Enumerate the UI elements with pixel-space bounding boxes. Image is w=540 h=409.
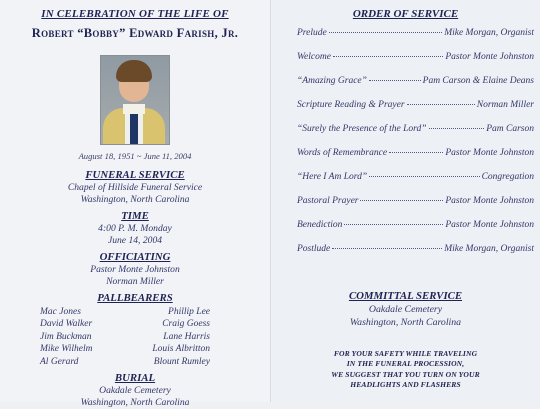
order-item-participant: Pam Carson [486,124,534,134]
order-item-label: Postlude [297,244,331,254]
safety-line: WE SUGGEST THAT YOU TURN ON YOUR [331,369,480,379]
order-item-participant: Pam Carson & Elaine Deans [422,76,534,86]
funeral-line: Washington, North Carolina [80,194,190,205]
order-item [297,244,534,268]
leader-dots [344,224,443,225]
order-item-participant: Pastor Monte Johnston [445,220,534,230]
celebration-header: IN CELEBRATION OF THE LIFE OF [41,8,229,20]
pallbearers-heading: PALLBEARERS [97,292,173,304]
funeral-section [0,169,270,206]
order-item-participant: Pastor Monte Johnston [445,148,534,158]
pallbearers-section [0,292,270,368]
funeral-line: Chapel of Hillside Funeral Service [67,182,203,193]
order-item [297,28,534,52]
burial-line: Washington, North Carolina [80,397,190,409]
officiant-name: Norman Miller [106,276,164,287]
order-item-label: Pastoral Prayer [297,196,359,206]
order-item [297,52,534,76]
pallbearer-name: Craig Goess [162,319,210,330]
order-of-service-title: ORDER OF SERVICE [352,8,459,20]
order-item-label: “Amazing Grace” [297,76,367,86]
funeral-heading: FUNERAL SERVICE [85,169,185,181]
order-item-label: Words of Remembrance [297,148,388,158]
order-item-participant: Pastor Monte Johnston [445,196,534,206]
order-item-participant: Mike Morgan, Organist [444,244,534,254]
leader-dots [369,80,421,81]
officiant-name: Pastor Monte Johnston [90,264,180,275]
burial-section [0,372,270,409]
leader-dots [360,200,443,201]
order-item-label: “Surely the Presence of the Lord” [297,124,427,134]
leader-dots [429,128,485,129]
safety-line: IN THE FUNERAL PROCESSION, [346,359,465,369]
burial-line: Oakdale Cemetery [99,385,171,397]
order-item-participant: Pastor Monte Johnston [445,52,534,62]
pallbearer-name: Blount Rumley [153,356,210,367]
pallbearer-name: Phillip Lee [168,307,210,317]
leader-dots [329,32,442,33]
order-item-participant: Norman Miller [476,100,534,110]
officiating-section [0,251,270,288]
order-item-participant: Congregation [481,172,534,182]
life-dates: August 18, 1951 ~ June 11, 2004 [78,151,192,161]
pallbearer-name: David Walker [40,319,93,330]
time-heading: TIME [121,210,149,222]
leader-dots [332,248,442,249]
order-item-label: “Here I Am Lord” [297,172,368,182]
right-panel [270,0,540,402]
committal-line: Oakdale Cemetery [368,304,443,315]
order-item [297,124,534,148]
pallbearers-left-column [40,306,93,368]
leader-dots [369,176,479,177]
order-item-label: Scripture Reading & Prayer [297,100,405,110]
leader-dots [333,56,443,57]
time-section [0,210,270,247]
order-item-participant: Mike Morgan, Organist [444,28,534,38]
time-line: June 14, 2004 [107,235,163,246]
committal-line: Washington, North Carolina [349,317,462,328]
pallbearer-name: Louis Albritton [152,344,210,355]
pallbearer-name: Lane Harris [163,331,210,342]
order-item-label: Prelude [297,28,327,38]
order-item-label: Benediction [297,220,343,230]
order-of-service-list [271,28,540,268]
safety-line: HEADLIGHTS AND FLASHERS [350,380,461,390]
burial-heading: BURIAL [114,372,156,385]
pallbearer-name: Mac Jones [40,307,81,317]
leader-dots [407,104,475,105]
pallbearer-name: Mike Wilhelm [40,344,93,355]
order-item [297,76,534,100]
order-item [297,100,534,124]
deceased-name: Robert “Bobby” Edward Farish, Jr. [31,26,239,40]
order-item [297,148,534,172]
order-item [297,196,534,220]
time-line: 4:00 P. M. Monday [98,223,172,234]
leader-dots [389,152,443,153]
order-item-label: Welcome [297,52,331,62]
committal-section [271,290,540,329]
order-item [297,220,534,244]
portrait-photo [100,55,170,145]
safety-line: FOR YOUR SAFETY WHILE TRAVELING [333,349,478,358]
pallbearer-name: Al Gerard [40,356,79,367]
order-item [297,172,534,196]
safety-notice [271,349,540,391]
pallbearers-right-column [152,306,210,368]
pallbearer-name: Jim Buckman [40,331,92,342]
officiating-heading: OFFICIATING [99,251,171,263]
committal-heading: COMMITTAL SERVICE [348,290,463,302]
